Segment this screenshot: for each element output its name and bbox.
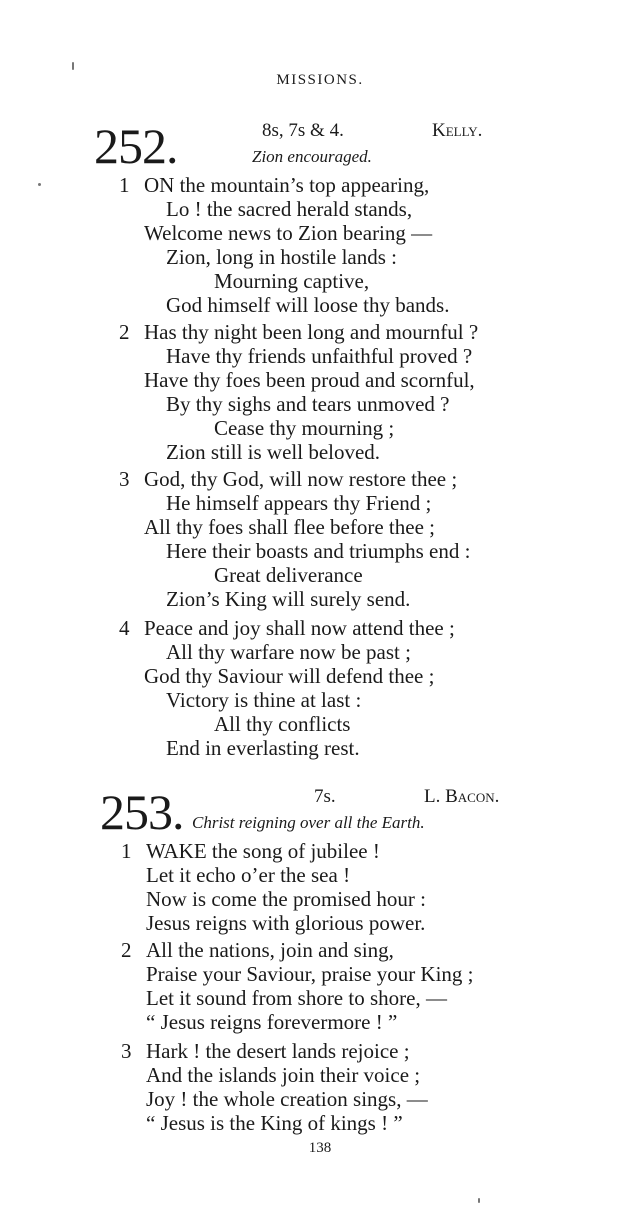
verse-line: All thy warfare now be past ; [166, 640, 411, 664]
hymn-title: Zion encouraged. [252, 147, 372, 166]
verse-line: And the islands join their voice ; [146, 1063, 421, 1087]
verse-line: “ Jesus reigns forevermore ! ” [146, 1010, 398, 1034]
verse-number: 2 [121, 938, 132, 962]
verse-number: 1 [119, 173, 130, 197]
verse-line: End in everlasting rest. [166, 736, 360, 760]
verse-line: God, thy God, will now restore thee ; [144, 467, 458, 491]
verse-line: Let it sound from shore to shore, — [146, 986, 447, 1010]
verse-line: Zion, long in hostile lands : [166, 245, 397, 269]
ink-speck [72, 62, 74, 70]
verse-line: By thy sighs and tears unmoved ? [166, 392, 450, 416]
hymn-meter: 8s, 7s & 4. [262, 120, 344, 141]
hymn-number: 252. [94, 118, 178, 174]
verse-line: Have thy foes been proud and scornful, [144, 368, 475, 392]
ink-speck [38, 183, 41, 186]
verse-number: 3 [121, 1039, 132, 1063]
verse-line: “ Jesus is the King of kings ! ” [146, 1111, 403, 1135]
verse-number: 4 [119, 616, 130, 640]
verse-line: Has thy night been long and mournful ? [144, 320, 479, 344]
hymn-author: Kelly. [432, 120, 483, 141]
verse-line: All thy foes shall flee before thee ; [144, 515, 435, 539]
verse-line: Here their boasts and triumphs end : [166, 539, 471, 563]
verse-line: God thy Saviour will defend thee ; [144, 664, 435, 688]
verse-line: Great deliverance [214, 563, 363, 587]
hymn-title: Christ reigning over all the Earth. [192, 813, 425, 832]
verse-line: Have thy friends unfaithful proved ? [166, 344, 473, 368]
verse-line: Jesus reigns with glorious power. [146, 911, 426, 935]
verse-line: Peace and joy shall now attend thee ; [144, 616, 455, 640]
verse-line: Now is come the promised hour : [146, 887, 426, 911]
verse-line: Joy ! the whole creation sings, — [146, 1087, 428, 1111]
verse-line: ON the mountain’s top appearing, [144, 173, 430, 197]
verse-line: Zion still is well beloved. [166, 440, 381, 464]
verse-number: 2 [119, 320, 130, 344]
hymn-number: 253. [100, 784, 184, 840]
verse-line: Mourning captive, [214, 269, 370, 293]
verse-line: All thy conflicts [214, 712, 351, 736]
verse-line: God himself will loose thy bands. [166, 293, 450, 317]
page-number: 138 [308, 1140, 332, 1156]
verse-line: Cease thy mourning ; [214, 416, 395, 440]
verse-line: He himself appears thy Friend ; [166, 491, 432, 515]
verse-line: Welcome news to Zion bearing — [144, 221, 433, 245]
verse-line: WAKE the song of jubilee ! [146, 839, 380, 863]
verse-line: Victory is thine at last : [166, 688, 362, 712]
verse-line: Let it echo o’er the sea ! [146, 863, 351, 887]
verse-number: 1 [121, 839, 132, 863]
running-head: MISSIONS. [276, 72, 364, 88]
verse-line: Hark ! the desert lands rejoice ; [146, 1039, 410, 1063]
hymn-meter: 7s. [314, 786, 336, 807]
hymn-author: L. Bacon. [424, 786, 500, 807]
verse-line: All the nations, join and sing, [146, 938, 394, 962]
verse-number: 3 [119, 467, 130, 491]
verse-line: Zion’s King will surely send. [166, 587, 411, 611]
ink-speck [478, 1198, 480, 1203]
verse-line: Lo ! the sacred herald stands, [166, 197, 413, 221]
verse-line: Praise your Saviour, praise your King ; [146, 962, 474, 986]
